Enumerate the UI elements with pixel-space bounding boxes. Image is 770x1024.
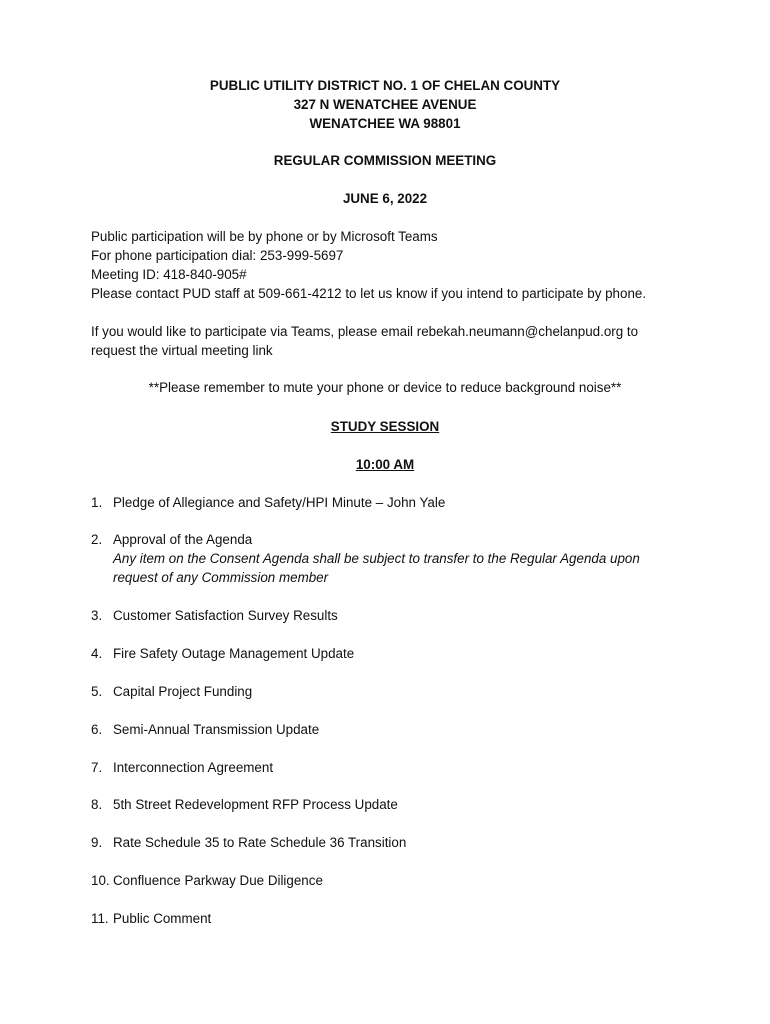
agenda-item-number: 1. bbox=[91, 495, 103, 510]
participation-line: Public participation will be by phone or by Microsoft Teams bbox=[91, 229, 438, 244]
agenda-item-number: 5. bbox=[91, 684, 103, 699]
organization-name: PUBLIC UTILITY DISTRICT NO. 1 OF CHELAN COUNTY bbox=[209, 78, 561, 93]
agenda-item-number: 3. bbox=[91, 608, 103, 623]
agenda-item-text: Semi-Annual Transmission Update bbox=[113, 722, 320, 737]
agenda-item-note bbox=[113, 549, 683, 587]
teams-info bbox=[91, 322, 691, 360]
city-state-zip: WENATCHEE WA 98801 bbox=[309, 116, 461, 131]
participation-info bbox=[91, 227, 691, 303]
agenda-item-number: 2. bbox=[91, 532, 103, 547]
contact-line: Please contact PUD staff at 509-661-4212 to let us know if you intend to participate by phone. bbox=[91, 286, 647, 301]
agenda-item-number: 9. bbox=[91, 835, 103, 850]
agenda-item-text: Rate Schedule 35 to Rate Schedule 36 Transition bbox=[113, 835, 407, 850]
agenda-item-text: Confluence Parkway Due Diligence bbox=[113, 873, 323, 888]
agenda-item-number: 6. bbox=[91, 722, 103, 737]
street-address: 327 N WENATCHEE AVENUE bbox=[293, 97, 477, 112]
session-time: 10:00 AM bbox=[355, 457, 415, 472]
agenda-note-line: Any item on the Consent Agenda shall be subject to transfer to the Regular Agenda upon bbox=[113, 551, 640, 566]
agenda-item-text: Customer Satisfaction Survey Results bbox=[113, 608, 338, 623]
agenda-item-text: Approval of the Agenda bbox=[113, 532, 253, 547]
teams-line: If you would like to participate via Teams, please email rebekah.neumann@chelanpud.org to bbox=[91, 324, 639, 339]
agenda-item-number: 7. bbox=[91, 760, 103, 775]
mute-notice: **Please remember to mute your phone or device to reduce background noise** bbox=[148, 380, 622, 395]
document-header bbox=[0, 76, 770, 133]
agenda-note-line: request of any Commission member bbox=[113, 570, 329, 585]
agenda-item-number: 8. bbox=[91, 797, 103, 812]
agenda-item-text: Fire Safety Outage Management Update bbox=[113, 646, 355, 661]
agenda-item-number: 4. bbox=[91, 646, 103, 661]
agenda-item-number: 11. bbox=[91, 911, 109, 926]
agenda-item-text: Pledge of Allegiance and Safety/HPI Minute – John Yale bbox=[113, 495, 446, 510]
meeting-title: REGULAR COMMISSION MEETING bbox=[273, 153, 497, 168]
meeting-date: JUNE 6, 2022 bbox=[342, 191, 428, 206]
agenda-item-text: Capital Project Funding bbox=[113, 684, 253, 699]
agenda-item-number: 10. bbox=[91, 873, 110, 888]
phone-dial-line: For phone participation dial: 253-999-5697 bbox=[91, 248, 344, 263]
meeting-id-line: Meeting ID: 418-840-905# bbox=[91, 267, 247, 282]
agenda-item-text: Interconnection Agreement bbox=[113, 760, 274, 775]
teams-line: request the virtual meeting link bbox=[91, 343, 273, 358]
agenda-item-text: 5th Street Redevelopment RFP Process Update bbox=[113, 797, 398, 812]
agenda-item-text: Public Comment bbox=[113, 911, 212, 926]
session-title: STUDY SESSION bbox=[330, 419, 440, 434]
